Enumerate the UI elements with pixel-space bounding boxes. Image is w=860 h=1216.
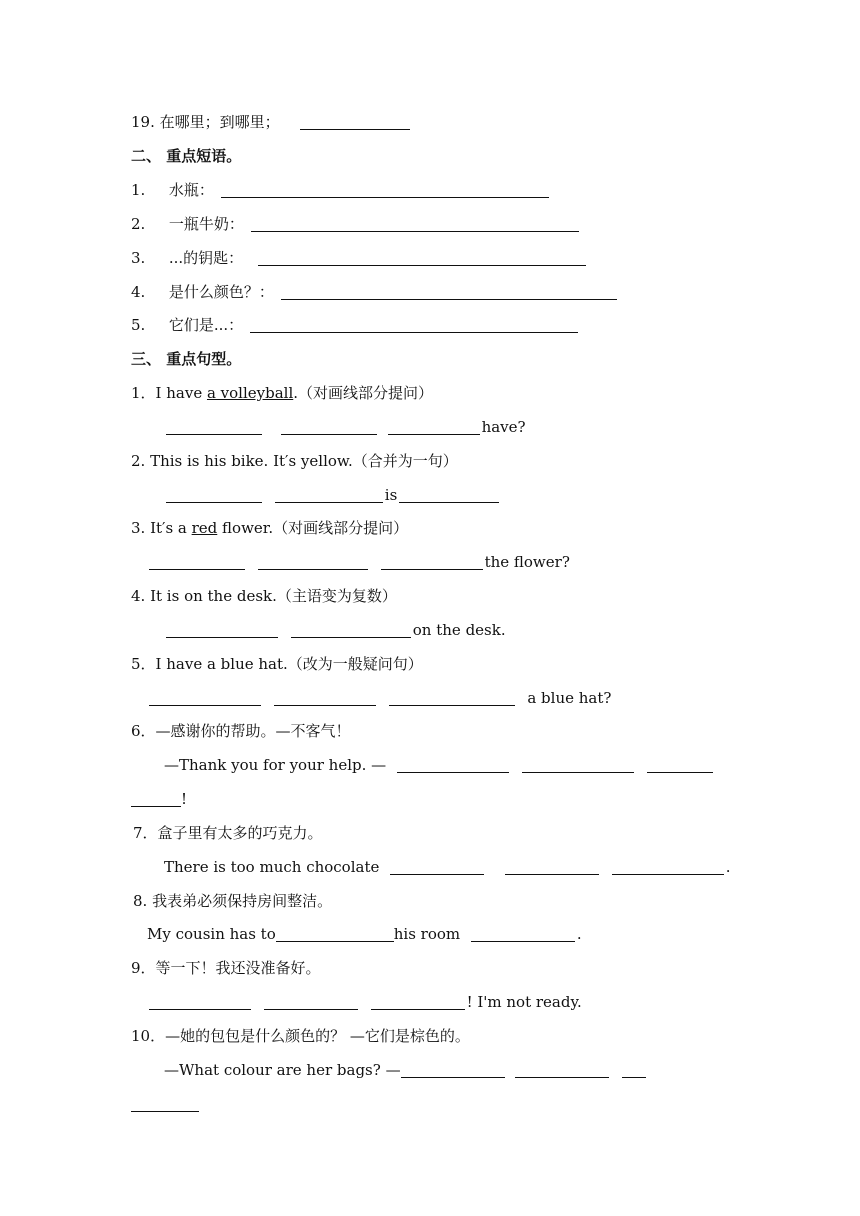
- sentence-q5: 5．I have a blue hat.（改为一般疑问句）: [131, 655, 423, 673]
- q6-answer-pre: —Thank you for your help. —: [164, 756, 387, 774]
- q6-answer-line-cont: [131, 789, 187, 809]
- sentence-q7: 7．盒子里有太多的巧克力。: [133, 824, 323, 842]
- q5-answer-tail: a blue hat?: [527, 689, 612, 707]
- answer-blank[interactable]: [401, 1062, 505, 1078]
- answer-blank[interactable]: [251, 216, 579, 232]
- answer-blank[interactable]: [622, 1062, 646, 1078]
- phrase-text: 水瓶：: [168, 181, 214, 199]
- answer-blank[interactable]: [612, 859, 724, 875]
- answer-blank[interactable]: [522, 757, 634, 773]
- q1-answer-line: [164, 417, 526, 437]
- answer-blank[interactable]: [389, 690, 515, 706]
- q8-answer-mid: his room: [393, 925, 461, 943]
- q10-answer-line-cont: [131, 1094, 199, 1114]
- answer-blank[interactable]: [647, 757, 713, 773]
- section-heading-phrases: 二、 重点短语。: [131, 147, 242, 165]
- phrase-item-5: [131, 315, 580, 335]
- vocab-item-19-text: 19. 在哪里；到哪里；: [131, 113, 280, 131]
- phrase-text: ...的钥匙：: [168, 249, 244, 267]
- q1-text-pre: 1．I have: [131, 384, 207, 402]
- q4-answer-tail: on the desk.: [412, 621, 506, 639]
- q8-answer-line: [147, 924, 582, 944]
- answer-blank[interactable]: [390, 859, 484, 875]
- q10-answer-line: [164, 1060, 648, 1080]
- answer-blank[interactable]: [515, 1062, 609, 1078]
- item-number: 4.: [131, 283, 146, 301]
- sentence-q10: 10．—她的包包是什么颜色的？ —它们是棕色的。: [131, 1027, 470, 1045]
- sentence-q2: 2. This is his bike. It′s yellow.（合并为一句）: [131, 452, 458, 470]
- phrase-item-3: [131, 248, 588, 268]
- q7-answer-pre: There is too much chocolate: [164, 858, 380, 876]
- sentence-q9: 9．等一下！我还没准备好。: [131, 959, 321, 977]
- phrase-text: 是什么颜色？：: [168, 283, 274, 301]
- answer-blank[interactable]: [371, 994, 465, 1010]
- q7-answer-line: [164, 857, 731, 877]
- phrase-item-4: [131, 282, 619, 302]
- q2-answer-line: [164, 485, 501, 505]
- phrase-text: 一瓶牛奶：: [168, 215, 244, 233]
- answer-blank[interactable]: [131, 1096, 199, 1112]
- q10-answer-pre: —What colour are her bags? —: [164, 1061, 401, 1079]
- sentence-q6: 6．—感谢你的帮助。—不客气！: [131, 722, 351, 740]
- q8-answer-end: .: [576, 925, 582, 943]
- q3-text-post: flower.（对画线部分提问）: [217, 519, 409, 537]
- answer-blank[interactable]: [149, 554, 245, 570]
- vocab-item-19: [131, 112, 412, 132]
- answer-blank[interactable]: [250, 317, 578, 333]
- q6-answer-end: !: [181, 790, 188, 808]
- answer-blank[interactable]: [131, 791, 181, 807]
- answer-blank[interactable]: [274, 690, 376, 706]
- q3-underlined: red: [191, 519, 218, 537]
- q1-answer-tail: have?: [481, 418, 526, 436]
- answer-blank[interactable]: [258, 250, 586, 266]
- answer-blank[interactable]: [291, 622, 411, 638]
- q9-answer-line: [147, 992, 582, 1012]
- item-number: 1.: [131, 181, 146, 199]
- sentence-q4: 4. It is on the desk.（主语变为复数）: [131, 587, 397, 605]
- section-heading-sentences: 三、 重点句型。: [131, 350, 242, 368]
- q5-answer-line: [147, 688, 611, 708]
- answer-blank[interactable]: [166, 487, 262, 503]
- answer-blank[interactable]: [388, 419, 480, 435]
- q3-answer-line: [147, 552, 570, 572]
- answer-blank[interactable]: [221, 182, 549, 198]
- answer-blank[interactable]: [300, 114, 410, 130]
- q1-text-post: .（对画线部分提问）: [293, 384, 434, 402]
- q2-answer-mid: is: [384, 486, 398, 504]
- answer-blank[interactable]: [258, 554, 368, 570]
- answer-blank[interactable]: [471, 926, 575, 942]
- answer-blank[interactable]: [149, 994, 251, 1010]
- sentence-q8: 8. 我表弟必须保持房间整洁。: [133, 892, 333, 910]
- q3-text-pre: 3. It′s a: [131, 519, 192, 537]
- phrase-item-2: [131, 214, 581, 234]
- answer-blank[interactable]: [381, 554, 483, 570]
- q1-underlined: a volleyball: [206, 384, 294, 402]
- answer-blank[interactable]: [166, 419, 262, 435]
- phrase-text: 它们是...：: [168, 316, 244, 334]
- q8-answer-pre: My cousin has to: [147, 925, 276, 943]
- answer-blank[interactable]: [399, 487, 499, 503]
- sentence-q3: [131, 518, 408, 538]
- q4-answer-line: [164, 620, 506, 640]
- answer-blank[interactable]: [276, 926, 394, 942]
- answer-blank[interactable]: [166, 622, 278, 638]
- q6-answer-line: [164, 755, 715, 775]
- phrase-item-1: [131, 180, 551, 200]
- q9-answer-tail: ! I'm not ready.: [466, 993, 582, 1011]
- answer-blank[interactable]: [397, 757, 509, 773]
- item-number: 2.: [131, 215, 146, 233]
- answer-blank[interactable]: [149, 690, 261, 706]
- item-number: 5.: [131, 316, 146, 334]
- answer-blank[interactable]: [505, 859, 599, 875]
- answer-blank[interactable]: [275, 487, 383, 503]
- answer-blank[interactable]: [281, 419, 377, 435]
- answer-blank[interactable]: [264, 994, 358, 1010]
- q3-answer-tail: the flower?: [484, 553, 570, 571]
- answer-blank[interactable]: [281, 284, 617, 300]
- item-number: 3.: [131, 249, 146, 267]
- q7-answer-end: .: [725, 858, 731, 876]
- sentence-q1: [131, 383, 433, 403]
